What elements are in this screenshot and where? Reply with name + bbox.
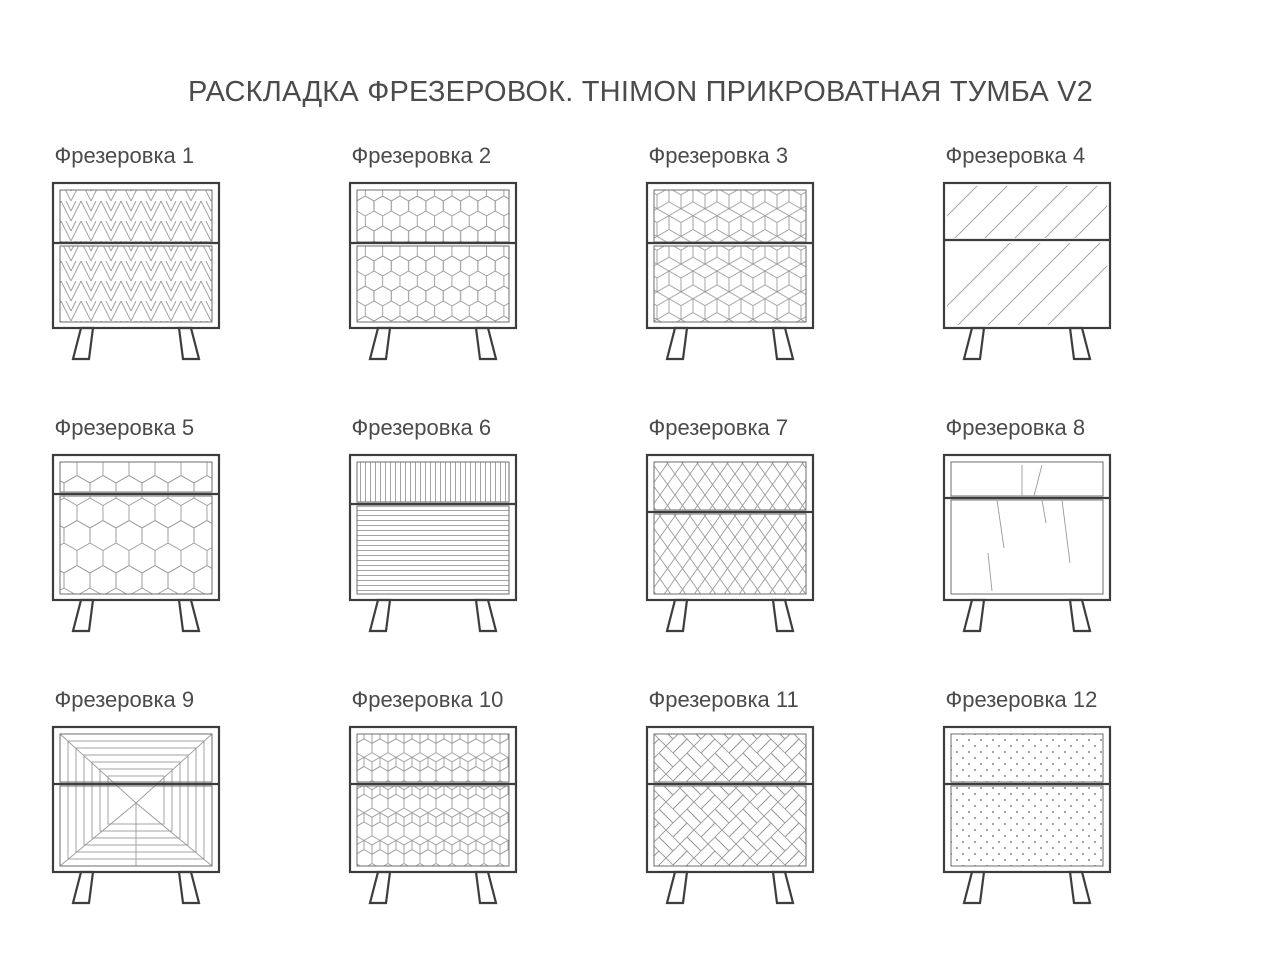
cabinet-card-5 — [47, 417, 344, 689]
cabinet-label-3: Фрезеровка 3 — [648, 143, 789, 168]
cabinet-card-7 — [641, 417, 938, 689]
cabinet-card-11 — [641, 689, 938, 961]
cabinet-drawing-10 — [344, 725, 641, 905]
cabinet-card-1 — [47, 145, 344, 417]
cabinet-label-2: Фрезеровка 2 — [351, 143, 492, 168]
cabinet-label-9: Фрезеровка 9 — [54, 687, 195, 712]
cabinet-drawing-1 — [47, 181, 344, 361]
cabinet-card-6 — [344, 417, 641, 689]
cabinet-label-5: Фрезеровка 5 — [54, 415, 195, 440]
cabinet-label-10: Фрезеровка 10 — [351, 687, 504, 712]
cabinet-drawing-7 — [641, 453, 938, 633]
cabinet-drawing-5 — [47, 453, 344, 633]
cabinet-card-9 — [47, 689, 344, 961]
cabinet-drawing-6 — [344, 453, 641, 633]
cabinet-card-2 — [344, 145, 641, 417]
cabinet-label-11: Фрезеровка 11 — [648, 687, 799, 712]
cabinet-card-4 — [938, 145, 1235, 417]
cabinet-drawing-2 — [344, 181, 641, 361]
cabinet-label-6: Фрезеровка 6 — [351, 415, 492, 440]
cabinet-drawing-4 — [938, 181, 1235, 361]
cabinet-drawing-11 — [641, 725, 938, 905]
cabinet-card-10 — [344, 689, 641, 961]
cabinet-drawing-3 — [641, 181, 938, 361]
page-title: РАСКЛАДКА ФРЕЗЕРОВОК. THIMON ПРИКРОВАТНАЯ ТУМБА V2 — [187, 76, 1093, 108]
cabinet-drawing-8 — [938, 453, 1235, 633]
cabinet-drawing-12 — [938, 725, 1235, 905]
cabinet-card-8 — [938, 417, 1235, 689]
cabinet-label-1: Фрезеровка 1 — [54, 143, 195, 168]
cabinet-drawing-9 — [47, 725, 344, 905]
cabinet-label-7: Фрезеровка 7 — [648, 415, 789, 440]
cabinet-card-3 — [641, 145, 938, 417]
cabinet-label-8: Фрезеровка 8 — [945, 415, 1086, 440]
cabinet-card-12 — [938, 689, 1235, 961]
cabinet-grid — [0, 145, 1281, 961]
cabinet-label-4: Фрезеровка 4 — [945, 143, 1086, 168]
cabinet-label-12: Фрезеровка 12 — [945, 687, 1098, 712]
